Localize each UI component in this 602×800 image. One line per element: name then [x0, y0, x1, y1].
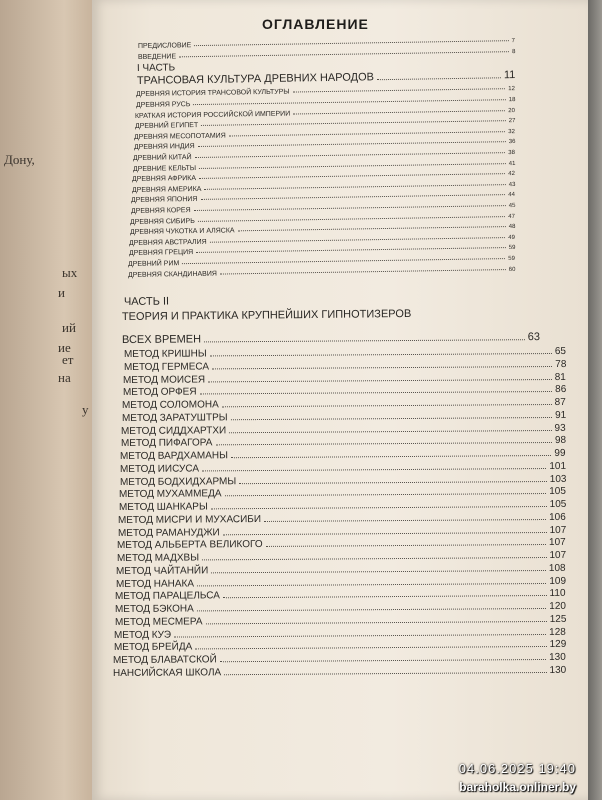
toc-entry-title: МЕТОД КУЭ — [114, 629, 172, 641]
toc-entry-page: 48 — [508, 224, 515, 231]
toc-entry-title: ДРЕВНЯЯ АВСТРАЛИЯ — [128, 238, 207, 247]
toc-entry-title: МЕТОД БРЕЙДА — [113, 641, 192, 654]
prev-page-fragment: ий — [62, 320, 76, 335]
toc-entry — [113, 662, 566, 679]
dot-leader — [224, 672, 546, 675]
toc-entry-page: 87 — [554, 396, 566, 408]
dot-leader — [204, 339, 525, 342]
toc-entry-title: МЕТОД РАМАНУДЖИ — [117, 526, 220, 539]
toc-entry-title: ЧАСТЬ II — [123, 295, 170, 308]
toc-entry-page: 78 — [554, 358, 566, 370]
toc-entry-title: ДРЕВНЯЯ ИНДИЯ — [133, 143, 195, 152]
toc-entry-page: 130 — [549, 651, 566, 663]
toc-entry-page: 44 — [508, 192, 515, 199]
toc-entry-page: 106 — [549, 511, 566, 523]
toc-entry-page: 59 — [508, 255, 515, 263]
toc-entry-page: 86 — [554, 384, 566, 396]
toc-entry-page: 8 — [511, 48, 515, 55]
toc-entry-page: 11 — [503, 68, 515, 82]
toc-entry-page: 20 — [508, 107, 515, 114]
toc-entry-page: 38 — [508, 150, 515, 157]
toc-entry-title: ПРЕДИСЛОВИЕ — [137, 42, 192, 50]
toc-entry-title: МЕТОД ВАРДХАМАНЫ — [120, 450, 229, 462]
toc-entry-page: 107 — [549, 524, 566, 536]
toc-entry-title: ДРЕВНЯЯ АФРИКА — [131, 175, 197, 184]
toc-entry-title: МЕТОД НАНАКА — [115, 577, 194, 590]
toc-entry-page: 105 — [549, 498, 566, 510]
toc-entry-title: МЕТОД МАДХВЫ — [116, 552, 199, 564]
toc-entry-title: ТРАНСОВАЯ КУЛЬТУРА ДРЕВНИХ НАРОДОВ — [136, 71, 374, 87]
toc-entry-title: МЕТОД СИДДХАРТХИ — [121, 424, 227, 437]
toc-entry-page: 130 — [549, 664, 566, 676]
toc-entry-title: МЕТОД МЕСМЕРА — [114, 616, 203, 628]
toc-entry-page: 101 — [549, 460, 566, 472]
prev-page-fragment: на — [58, 370, 71, 385]
toc-entry-title: МЕТОД МИСРИ И МУХАСИБИ — [118, 513, 262, 526]
toc-entry-page: 108 — [549, 562, 566, 574]
toc-entry-page: 107 — [549, 549, 566, 561]
toc-entry-page: 18 — [508, 97, 515, 104]
toc-entry-title: МЕТОД МУХАММЕДА — [118, 488, 222, 501]
toc-entry-page: 59 — [508, 245, 515, 252]
toc-entry-title: ВСЕХ ВРЕМЕН — [121, 333, 202, 346]
toc-entry-page: 45 — [508, 202, 515, 210]
toc-entry-title: ДРЕВНЯЯ ИСТОРИЯ ТРАНСОВОЙ КУЛЬТУРЫ — [135, 88, 290, 99]
toc-entry-title: МЕТОД ИИСУСА — [119, 463, 199, 475]
toc-entry-title: ДРЕВНИЙ РИМ — [127, 260, 180, 268]
dot-leader — [264, 519, 546, 522]
toc-entry-title: МЕТОД ОРФЕЯ — [122, 386, 197, 399]
toc-entry-page: 110 — [549, 588, 566, 600]
toc-entry-title: ДРЕВНЯЯ СКАНДИНАВИЯ — [127, 270, 217, 279]
toc-entry-title: КРАТКАЯ ИСТОРИЯ РОССИЙСКОЙ ИМПЕРИИ — [134, 110, 291, 120]
toc-entry-title: ВВЕДЕНИЕ — [137, 52, 176, 61]
prev-page-fragment: Дону, — [4, 152, 35, 167]
toc-entry-page: 43 — [508, 181, 515, 188]
toc-entry-page: 103 — [549, 473, 566, 485]
toc-entry-title: I ЧАСТЬ — [136, 62, 176, 75]
toc-entry-title: МЕТОД БЭКОНА — [114, 603, 194, 615]
prev-page-fragment: ет — [62, 352, 74, 367]
dot-leader — [219, 269, 505, 274]
toc-entry-page: 12 — [508, 86, 515, 93]
prev-page-fragment: у — [82, 402, 89, 417]
toc-entry-title: МЕТОД БОДХИДХАРМЫ — [119, 475, 236, 488]
prev-page-fragment: ие — [58, 340, 71, 355]
toc-entry-title: ДРЕВНЯЯ КОРЕЯ — [130, 207, 191, 215]
toc-entry-title: ДРЕВНИЕ КЕЛЬТЫ — [132, 164, 196, 173]
toc-entry-title: ДРЕВНЯЯ ГРЕЦИЯ — [128, 249, 193, 258]
toc-entry-page: 60 — [508, 266, 515, 273]
toc-entry-page: 81 — [554, 371, 566, 383]
photo-timestamp: 04.06.2025 19:40 — [458, 761, 576, 776]
toc-entry-title: МЕТОД ПИФАГОРА — [120, 437, 213, 450]
prev-page-fragment: ых — [62, 265, 78, 280]
toc-entry-title: ДРЕВНЯЯ АМЕРИКА — [131, 185, 201, 194]
toc-entry-title: НАНСИЙСКАЯ ШКОЛА — [112, 666, 221, 679]
toc-entry-title: ТЕОРИЯ И ПРАКТИКА КРУПНЕЙШИХ ГИПНОТИЗЕРОВ — [121, 307, 412, 323]
watermark: baraholka.onliner.by — [459, 780, 576, 794]
toc-entry-page: 7 — [511, 38, 515, 45]
toc-entry-page: 65 — [554, 345, 566, 357]
page-title: ОГЛАВЛЕНИЕ — [262, 16, 369, 32]
toc-entry-title: МЕТОД ЧАЙТАНЙИ — [116, 565, 209, 577]
toc-entry-page: 27 — [508, 118, 515, 125]
toc-entry-page: 93 — [554, 422, 566, 434]
toc-entry-page: 105 — [549, 486, 566, 498]
toc-entry-title: МЕТОД КРИШНЫ — [123, 348, 207, 360]
toc-entry-title: ДРЕВНЯЯ РУСЬ — [135, 101, 190, 109]
toc-entry-title: ДРЕВНЯЯ СИБИРЬ — [129, 217, 195, 226]
toc-entry-page: 36 — [508, 139, 515, 146]
toc-entry-page: 91 — [554, 409, 566, 421]
toc-entry-page: 128 — [549, 626, 566, 638]
toc-entry-page: 129 — [549, 639, 566, 651]
toc-entry-page: 107 — [549, 537, 566, 549]
toc-entry-title: МЕТОД МОИСЕЯ — [123, 373, 206, 386]
toc-entry-title: ДРЕВНИЙ КИТАЙ — [132, 154, 192, 162]
toc-entry — [122, 305, 520, 323]
toc-entry-title: ДРЕВНИЙ ЕГИПЕТ — [134, 122, 198, 131]
toc-entry-title: МЕТОД СОЛОМОНА — [122, 399, 219, 411]
toc-entry-title: ДРЕВНЯЯ ЧУКОТКА И АЛЯСКА — [129, 227, 235, 237]
toc-entry-title: МЕТОД ПАРАЦЕЛЬСА — [115, 590, 221, 603]
toc-entry-title: МЕТОД ГЕРМЕСА — [123, 361, 209, 373]
toc-entry-page: 42 — [508, 171, 515, 178]
toc-entry-title: ДРЕВНЯЯ ЯПОНИЯ — [130, 196, 198, 205]
toc-entry-page: 98 — [554, 435, 566, 447]
toc-entry-page: 63 — [527, 331, 540, 344]
toc-entry-title: МЕТОД БЛАВАТСКОЙ — [113, 654, 217, 666]
toc-entry-page: 41 — [508, 160, 515, 167]
toc-entry-page: 125 — [549, 613, 566, 625]
toc-entry-page: 120 — [549, 600, 566, 612]
toc-entry-title: ДРЕВНЯЯ МЕСОПОТАМИЯ — [133, 132, 226, 141]
toc-entry-page: 99 — [554, 447, 566, 459]
toc-entry-title: МЕТОД ШАНКАРЫ — [118, 501, 208, 513]
toc-entry-page: 32 — [508, 128, 515, 135]
toc-entry-page: 49 — [508, 234, 515, 241]
toc-entry-page: 47 — [508, 213, 515, 220]
toc-entry-title: МЕТОД АЛЬБЕРТА ВЕЛИКОГО — [117, 539, 263, 552]
prev-page-fragment: и — [58, 285, 65, 300]
toc-entry-title: МЕТОД ЗАРАТУШТРЫ — [121, 412, 228, 424]
toc-entry-page: 109 — [549, 575, 566, 587]
